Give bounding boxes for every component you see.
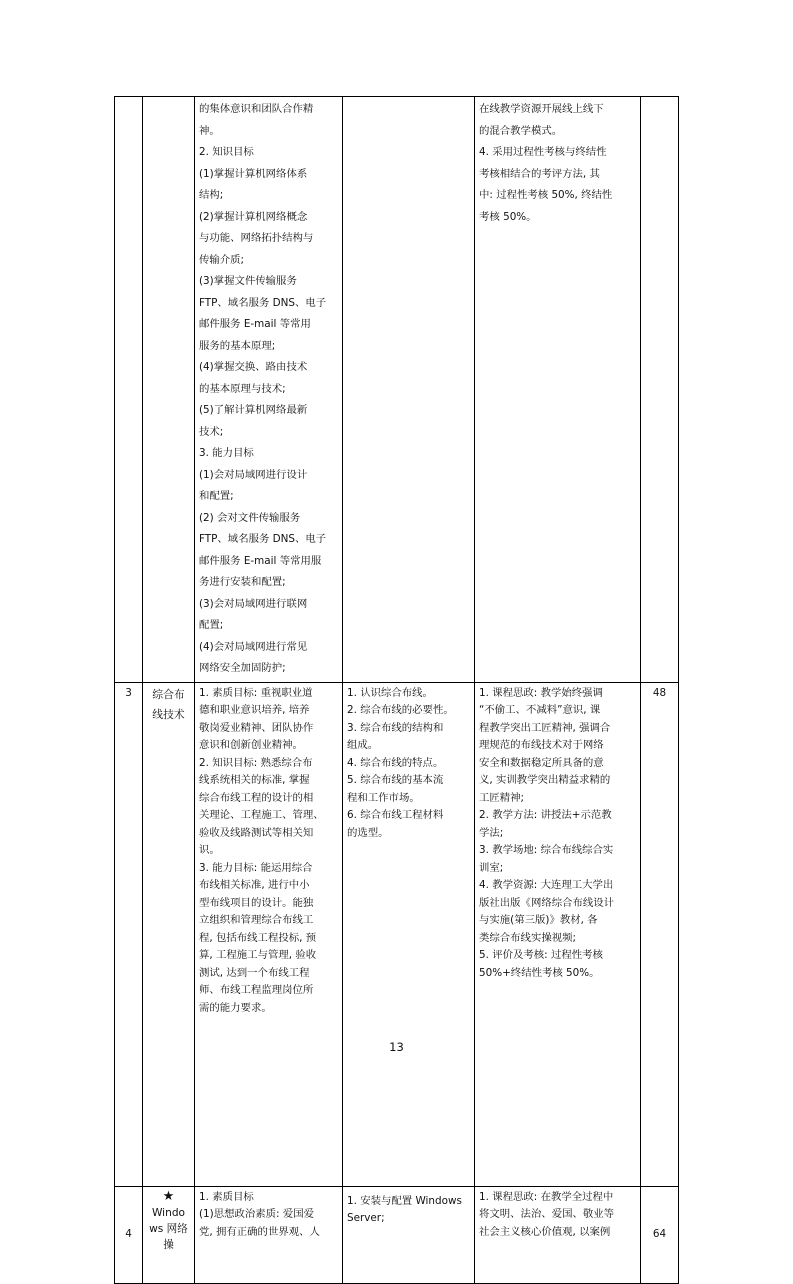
goal-line: 立组织和管理综合布线工 [199, 914, 314, 926]
content-line: 5. 综合布线的基本流 [347, 774, 444, 786]
goal-line: (3)会对局域网进行联网 [199, 597, 308, 610]
teaching-requirements-cell [475, 1186, 641, 1283]
goal-line: 师、布线工程监理岗位所 [199, 984, 314, 996]
goal-line: 1. 素质目标: 重视职业道 [199, 686, 313, 699]
page-number: 13 [389, 1040, 404, 1054]
goal-line: 验收及线路测试等相关知 [199, 826, 314, 839]
goal-line: 邮件服务 E-mail 等常用服 [199, 554, 322, 567]
content-line: 3. 综合布线的结构和 [347, 721, 444, 734]
goal-line: (1)会对局域网进行设计 [199, 468, 308, 481]
content-line: 1. 认识综合布线。 [347, 686, 433, 699]
goal-line: 程, 包括布线工程投标, 预 [199, 931, 317, 944]
requirement-line: 中: 过程性考核 50%, 终结性 [479, 189, 613, 201]
course-goals-cell [195, 682, 343, 1186]
goal-line: 配置; [199, 619, 224, 631]
requirement-line: “不偷工、不减料”意识, 课 [479, 704, 601, 716]
requirement-line: 理规范的布线技术对于网络 [479, 739, 604, 751]
course-name: 综合布线技术 [152, 687, 185, 721]
goal-line: FTP、域名服务 DNS、电子 [199, 533, 327, 545]
requirement-line: 版社出版《网络综合布线设计 [479, 896, 615, 909]
goal-line: 布线相关标准, 进行中小 [199, 879, 310, 891]
goal-line: 识。 [199, 844, 220, 856]
goal-line: (3)掌握文件传输服务 [199, 275, 297, 287]
goal-line: 党, 拥有正确的世界观、人 [199, 1225, 320, 1238]
goal-line: (5)了解计算机网络最新 [199, 404, 308, 416]
goal-line: 务进行安装和配置; [199, 576, 286, 588]
goal-line: 型布线项目的设计。能独 [199, 896, 314, 909]
goal-line: (1)掌握计算机网络体系 [199, 167, 308, 180]
goal-line: 线系统相关的标准, 掌握 [199, 774, 310, 786]
content-line: 6. 综合布线工程材料 [347, 809, 444, 821]
course-name-cell [143, 97, 195, 683]
star-icon: ★ [162, 1188, 175, 1204]
goal-line: 3. 能力目标: 能运用综合 [199, 861, 313, 874]
table-row [115, 97, 679, 683]
goal-line: 的基本原理与技术; [199, 382, 286, 395]
content-line: 1. 安装与配置 Windows [347, 1194, 462, 1207]
requirement-line: 4. 采用过程性考核与终结性 [479, 146, 607, 158]
goal-line: 传输介质; [199, 253, 245, 266]
requirement-line: 在线教学资源开展线上线下 [479, 103, 604, 115]
row-number-cell: 4 [115, 1186, 143, 1283]
content-line: 2. 综合布线的必要性。 [347, 704, 454, 716]
goal-line: 和配置; [199, 490, 234, 502]
course-name: Windows 网络操 [149, 1206, 188, 1251]
goal-line: 综合布线工程的设计的相 [199, 791, 314, 804]
goal-line: 2. 知识目标: 熟悉综合布 [199, 756, 313, 769]
requirement-line: 类综合布线实操视频; [479, 931, 577, 944]
goal-line: 意识和创新创业精神。 [199, 739, 303, 751]
goal-line: 的集体意识和团队合作精 [199, 103, 314, 115]
requirement-line: 学法; [479, 826, 504, 839]
goal-line: 需的能力要求。 [199, 1001, 272, 1014]
requirement-line: 5. 评价及考核: 过程性考核 [479, 949, 603, 961]
requirement-line: 2. 教学方法: 讲授法+示范教 [479, 809, 612, 821]
goal-line: 与功能、网络拓扑结构与 [199, 232, 314, 244]
course-content-cell [343, 682, 475, 1186]
requirement-line: 将文明、法治、爱国、敬业等 [479, 1208, 615, 1220]
content-line: 4. 综合布线的特点。 [347, 756, 444, 769]
goal-line: 测试, 达到一个布线工程 [199, 966, 310, 979]
goal-line: 2. 知识目标 [199, 146, 254, 158]
row-number-cell: 3 [115, 682, 143, 1186]
goal-line: 邮件服务 E-mail 等常用 [199, 318, 311, 330]
teaching-requirements-cell [475, 97, 641, 683]
requirement-line: 的混合教学模式。 [479, 124, 563, 137]
requirement-line: 义, 实训教学突出精益求精的 [479, 774, 611, 786]
content-line: 组成。 [347, 739, 379, 751]
requirement-line: 考核相结合的考评方法, 其 [479, 167, 600, 180]
teaching-requirements-cell [475, 682, 641, 1186]
goal-line: 网络安全加固防护; [199, 662, 286, 674]
course-name-cell [143, 682, 195, 1186]
requirement-line: 50%+终结性考核 50%。 [479, 966, 600, 979]
goal-line: (2)掌握计算机网络概念 [199, 210, 308, 223]
table-row [115, 1186, 679, 1283]
goal-line: 算, 工程施工与管理, 验收 [199, 949, 317, 961]
requirement-line: 1. 课程思政: 教学始终强调 [479, 686, 603, 699]
requirement-line: 工匠精神; [479, 791, 525, 804]
content-line: Server; [347, 1212, 385, 1224]
goal-line: (4)掌握交换、路由技术 [199, 361, 308, 373]
requirement-line: 1. 课程思政: 在教学全过程中 [479, 1190, 614, 1203]
goal-line: 3. 能力目标 [199, 447, 254, 459]
goal-line: FTP、域名服务 DNS、电子 [199, 296, 327, 309]
hours-cell: 64 [641, 1186, 679, 1283]
curriculum-table [114, 96, 679, 1284]
table-row [115, 682, 679, 1186]
requirement-line: 安全和数据稳定所具备的意 [479, 756, 604, 769]
course-content-cell [343, 97, 475, 683]
goal-line: 结构; [199, 189, 224, 201]
requirement-line: 训室; [479, 861, 504, 874]
goal-line: 1. 素质目标 [199, 1190, 254, 1203]
goal-line: 敬岗爱业精神、团队协作 [199, 721, 314, 734]
goal-line: 德和职业意识培养, 培养 [199, 704, 310, 716]
goal-line: (1)思想政治素质: 爱国爱 [199, 1208, 315, 1220]
content-line: 的选型。 [347, 826, 389, 839]
hours-cell [641, 97, 679, 683]
content-line: 程和工作市场。 [347, 791, 420, 804]
goal-line: 神。 [199, 124, 220, 137]
course-name-cell [143, 1186, 195, 1283]
course-goals-cell [195, 1186, 343, 1283]
requirement-line: 程教学突出工匠精神, 强调合 [479, 721, 611, 734]
requirement-line: 社会主义核心价值观, 以案例 [479, 1225, 611, 1238]
goal-line: 关理论、工程施工、管理、 [199, 809, 324, 821]
goal-line: 服务的基本原理; [199, 339, 276, 352]
course-content-cell [343, 1186, 475, 1283]
requirement-line: 4. 教学资源: 大连理工大学出 [479, 879, 614, 891]
goal-line: (4)会对局域网进行常见 [199, 640, 308, 653]
hours-cell: 48 [641, 682, 679, 1186]
row-number-cell [115, 97, 143, 683]
requirement-line: 考核 50%。 [479, 210, 537, 223]
course-goals-cell [195, 97, 343, 683]
requirement-line: 3. 教学场地: 综合布线综合实 [479, 844, 614, 856]
goal-line: 技术; [199, 425, 224, 438]
goal-line: (2) 会对文件传输服务 [199, 511, 301, 524]
requirement-line: 与实施(第三版)》教材, 各 [479, 914, 598, 926]
